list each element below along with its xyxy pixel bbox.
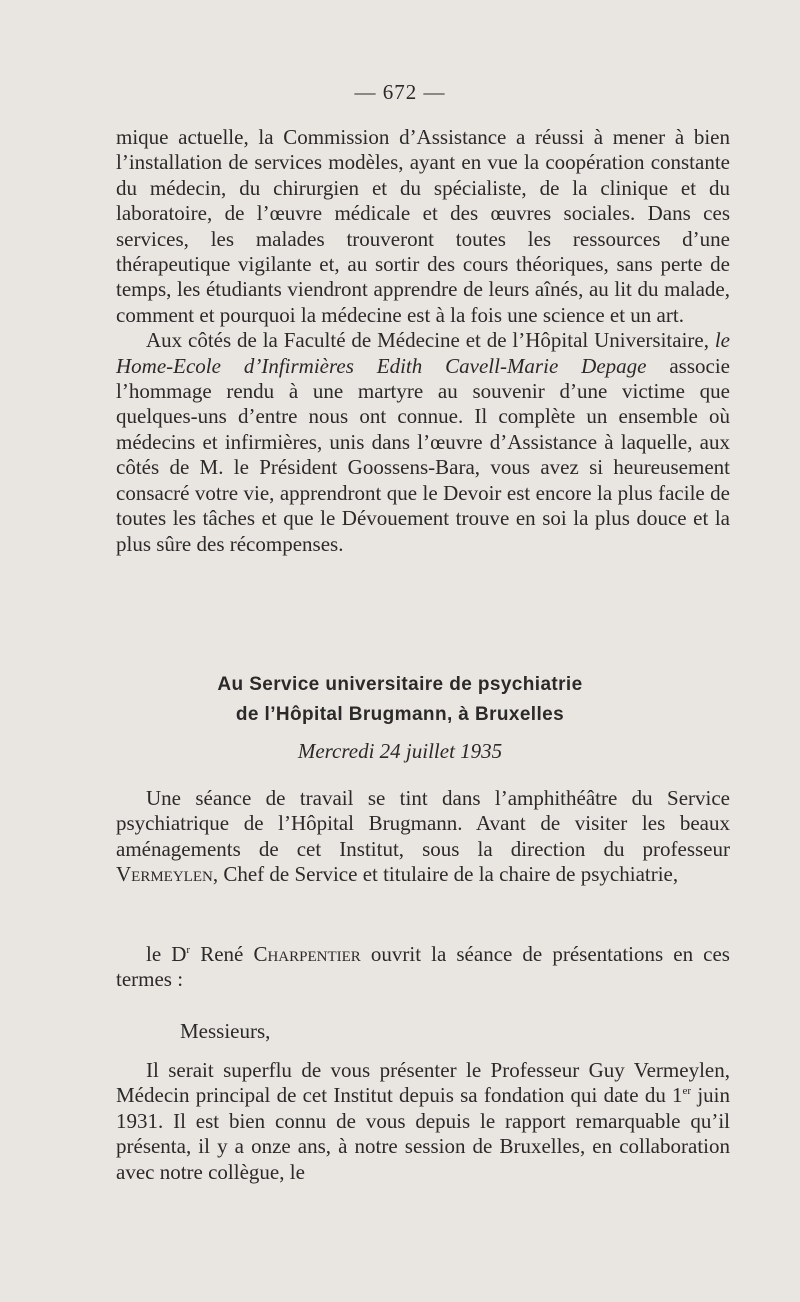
paragraph-opening-rest: ouvrit la séance de présentations en ces termes :: [116, 942, 730, 992]
text-block-top: [116, 125, 730, 557]
text-block-session: [116, 786, 730, 888]
page-number: — 672 —: [354, 80, 446, 104]
paragraph-session-text: Une séance de travail se tint dans l’amphithéâtre du Service psychiatrique de l’Hôpital Brugmann. Avant de visiter les beaux aménagements de cet Institut, sous la direction du professeur: [116, 786, 730, 861]
section-heading-line1: Au Service universitaire de psychiatrie: [217, 674, 583, 695]
doctor-prefix: le D: [146, 942, 187, 966]
section-heading-line2: de l’Hôpital Brugmann, à Bruxelles: [235, 704, 565, 725]
paragraph-speech: [116, 1058, 730, 1185]
paragraph-session-rest: , Chef de Service et titulaire de la chaire de psychiatrie,: [212, 862, 679, 887]
text-block-opening: [116, 942, 730, 993]
name-vermeylen: Vermeylen: [116, 862, 213, 887]
salutation: Messieurs,: [180, 1019, 271, 1043]
name-charpentier: Charpentier: [253, 942, 361, 966]
doctor-superscript: r: [186, 944, 191, 956]
paragraph-session: [116, 786, 730, 888]
paragraph-opening: [116, 942, 730, 993]
paragraph-speech-text: Il serait superflu de vous présenter le Professeur Guy Vermeylen, Médecin principal de cet Institut depuis sa fondation qui date du 1: [116, 1058, 730, 1108]
text-block-salutation: [116, 1019, 730, 1044]
home-ecole-name: le Home-Ecole d’Infirmières Edith Cavell-Marie Depage: [116, 328, 730, 378]
text-block-speech: [116, 1058, 730, 1185]
paragraph-home-ecole: [116, 328, 730, 557]
session-date: Mercredi 24 juillet 1935: [297, 739, 503, 763]
paragraph-home-ecole-rest: associe l’hommage rendu à une martyre au souvenir d’une victime que quelques-uns d’entre nous ont connue. Il complète un ensemble où médecins et infirmières, unis dans l’œuvre d’Assistance à laquelle, aux côtés de M. le Président Goossens-Bara, vous avez si heureusement consacré votre vie, apprendront que le Devoir est encore la plus facile de toutes les tâches et que le Dévouement trouve en soi la plus douce et la plus sûre des récompenses.: [116, 353, 730, 556]
paragraph-home-ecole-text: Aux côtés de la Faculté de Médecine et de l’Hôpital Universitaire,: [146, 328, 715, 353]
paragraph-commission: mique actuelle, la Commission d’Assistance a réussi à mener à bien l’installation de services modèles, ayant en vue la coopération constante du médecin, du chirurgien et du spécialiste, de la clinique et du laboratoire, de l’œuvre médicale et des œuvres sociales. Dans ces services, les malades trouveront toutes les ressources d’une thérapeutique vigilante et, au sortir des cours théoriques, sans perte de temps, les étudiants viendront apprendre de leurs aînés, au lit du malade, comment et pourquoi la médecine est à la fois une science et un art.: [116, 125, 730, 327]
paragraph-speech-rest: juin 1931. Il est bien connu de vous depuis le rapport remarquable qu’il présenta, il y a onze ans, à notre session de Bruxelles, en collaboration avec notre collègue, le: [116, 1083, 730, 1184]
doctor-firstname: René: [190, 942, 254, 966]
date-superscript: er: [682, 1085, 692, 1098]
